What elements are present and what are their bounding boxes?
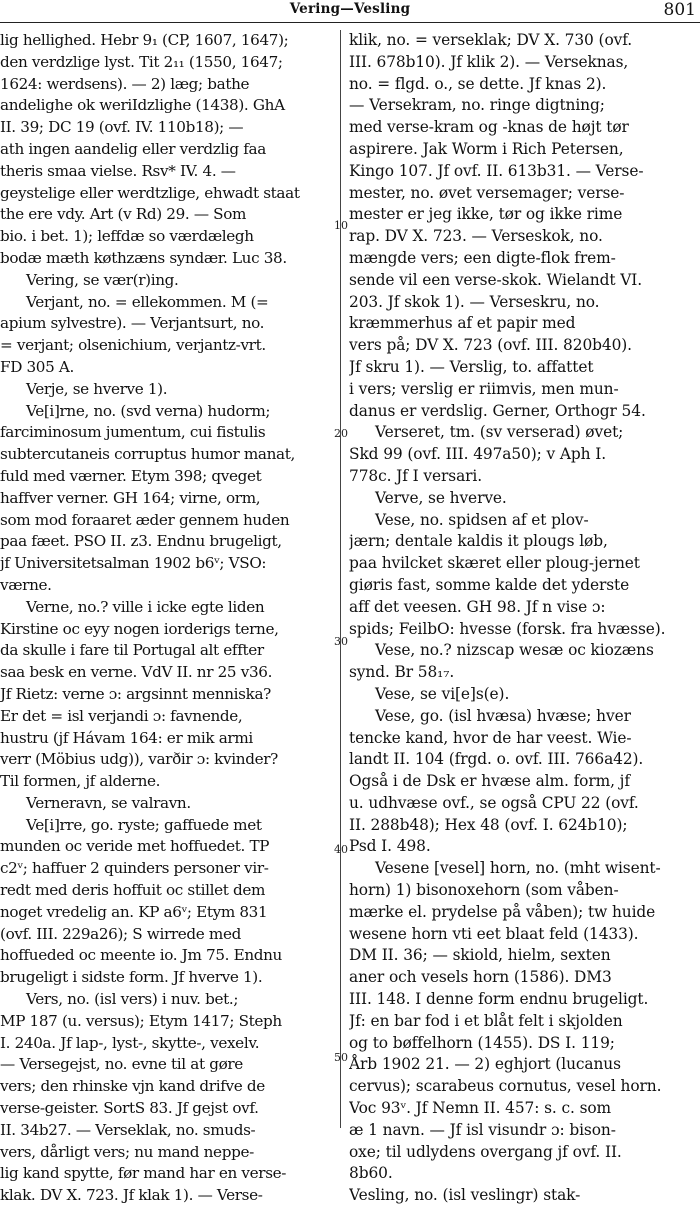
right-column-line: spids; FeilbO: hvesse (forsk. fra hvæsse).	[349, 619, 666, 638]
right-column-line: III. 148. I denne form endnu brugeligt.	[349, 990, 649, 1009]
line-number-30: 30	[334, 635, 348, 648]
left-column-line: Verje, se hverve 1).	[26, 379, 168, 398]
right-column-line: rap. DV X. 723. — Verseskok, no.	[349, 227, 603, 246]
right-column-line: mængde vers; een digte-flok frem-	[349, 248, 616, 267]
left-column-line: da skulle i fare til Portugal alt effter	[0, 641, 264, 660]
left-column-line: lig hellighed. Hebr 9₁ (CP, 1607, 1647);	[0, 31, 289, 49]
right-column-line: III. 678b10). Jf klik 2). — Verseknas,	[349, 52, 629, 71]
right-column-line: Vesene [vesel] horn, no. (mht wisent-	[375, 859, 661, 878]
right-column-line: kræmmerhus af et papir med	[349, 314, 576, 333]
left-column-line: = verjant; olsenichium, verjantz-vrt.	[0, 336, 266, 355]
left-column-line: II. 34b27. — Verseklak, no. smuds-	[0, 1120, 256, 1139]
left-column-line: bio. i bet. 1); leffdæ so værdælegh	[0, 227, 254, 246]
right-column-line: wesene horn vti eet blaat feld (1433).	[349, 924, 639, 943]
left-column-line: andelighe ok weriIdzlighe (1438). GhA	[0, 96, 285, 115]
right-column-line: 778c. Jf I versari.	[349, 466, 483, 485]
left-column-line: Verneravn, se valravn.	[26, 793, 191, 812]
right-column-line: Voc 93ᵛ. Jf Nemn II. 457: s. c. som	[349, 1099, 612, 1118]
right-column-line: sende vil een verse-skok. Wielandt VI.	[349, 270, 642, 289]
left-column-line: vers, dårligt vers; nu mand neppe-	[0, 1142, 254, 1161]
left-column-line: Vers, no. (isl vers) i nuv. bet.;	[26, 990, 239, 1009]
right-column-line: synd. Br 58₁₇.	[349, 663, 455, 682]
right-column-line: tencke kand, hvor de har veest. Wie-	[349, 728, 632, 747]
right-column-line: Psd I. 498.	[349, 837, 431, 856]
right-column-line: danus er verdslig. Gerner, Orthogr 54.	[349, 401, 646, 420]
right-column-line: Verve, se hverve.	[375, 488, 507, 507]
left-column-line: c2ᵛ; haffuer 2 quinders personer vir-	[0, 859, 269, 878]
left-column-line: noget vredelig an. KP a6ᵛ; Etym 831	[0, 902, 268, 921]
left-column-line: FD 305 A.	[0, 357, 75, 376]
left-column-line: verr (Möbius udg)), varðir ɔ: kvinder?	[0, 750, 278, 769]
left-column-line: Ve[i]rne, no. (svd verna) hudorm;	[26, 401, 271, 420]
left-column-line: II. 39; DC 19 (ovf. IV. 110b18); —	[0, 118, 244, 137]
left-column-line: brugeligt i sidste form. Jf hverve 1).	[0, 968, 263, 987]
left-column-line: Kirstine oc eyy nogen iorderigs terne,	[0, 619, 279, 638]
right-column-line: 8b60.	[349, 1164, 393, 1183]
left-column-line: saa besk en verne. VdV II. nr 25 v36.	[0, 663, 273, 682]
left-column-line: fuld med værner. Etym 398; qveget	[0, 466, 262, 485]
right-column-line: Vese, se vi[e]s(e).	[375, 684, 510, 703]
left-column-line: den verdzlige lyst. Tit 2₁₁ (1550, 1647;	[0, 52, 283, 71]
left-column-line: verse-geister. SortS 83. Jf gejst ovf.	[0, 1099, 259, 1118]
left-column-line: paa fæet. PSO II. z3. Endnu brugeligt,	[0, 532, 282, 551]
right-column-line: Vesling, no. (isl veslingr) stak-	[349, 1186, 581, 1205]
left-column-line: Verne, no.? ville i icke egte liden	[26, 597, 265, 616]
left-column-line: munden oc veride met hoffuedet. TP	[0, 837, 270, 856]
left-column-line: værne.	[0, 575, 52, 594]
right-column-line: aff det veesen. GH 98. Jf n vise ɔ:	[349, 597, 606, 616]
right-column-line: Verseret, tm. (sv verserad) øvet;	[375, 423, 624, 442]
right-column-line: aner och vesels horn (1586). DM3	[349, 968, 612, 987]
right-column-line: cervus); scarabeus cornutus, vesel horn.	[349, 1077, 662, 1096]
line-number-50: 50	[334, 1051, 348, 1064]
left-column-line: bodæ mæth køthzæns syndær. Luc 38.	[0, 248, 287, 267]
right-column-line: Også i de Dsk er hvæse alm. form, jf	[349, 772, 630, 791]
right-column-line: II. 288b48); Hex 48 (ovf. I. 624b10);	[349, 815, 628, 834]
left-column-line: lig kand spytte, før mand har en verse-	[0, 1164, 287, 1183]
left-column-line: ath ingen aandelig eller verdzlig faa	[0, 139, 266, 158]
header-rule	[0, 22, 700, 23]
right-column-line: 203. Jf skok 1). — Verseskru, no.	[349, 292, 600, 311]
left-column-line: MP 187 (u. versus); Etym 1417; Steph	[0, 1011, 282, 1030]
right-column-line: Årb 1902 21. — 2) eghjort (lucanus	[349, 1055, 621, 1074]
right-column-line: Skd 99 (ovf. III. 497a50); v Aph I.	[349, 445, 607, 464]
left-column-line: 1624: werdsens). — 2) læg; bathe	[0, 74, 250, 93]
right-column-line: Jf: en bar fod i et blåt felt i skjolden	[349, 1011, 623, 1030]
right-column-line: DM II. 36; — skiold, hielm, sexten	[349, 946, 611, 965]
left-column-line: klak. DV X. 723. Jf klak 1). — Verse-	[0, 1186, 263, 1205]
left-column-line: redt med deris hoffuit oc stillet dem	[0, 881, 266, 900]
right-column-line: horn) 1) bisonoxehorn (som våben-	[349, 881, 619, 900]
left-column-line: som mod foraaret æder gennem huden	[0, 510, 290, 529]
left-column-line: (ovf. III. 229a26); S wirrede med	[0, 924, 241, 943]
page-header	[0, 0, 700, 30]
right-column-line: i vers; verslig er riimvis, men mun-	[349, 379, 619, 398]
line-number-20: 20	[334, 427, 348, 440]
right-column-line: Kingo 107. Jf ovf. II. 613b31. — Verse-	[349, 161, 644, 180]
left-column-line: jf Universitetsalman 1902 b6ᵛ; VSO:	[0, 554, 267, 573]
left-column-line: subtercutaneis corruptus humor manat,	[0, 445, 295, 464]
right-column-line: — Versekram, no. ringe digtning;	[349, 96, 605, 115]
right-column-line: klik, no. = verseklak; DV X. 730 (ovf.	[349, 31, 633, 49]
left-column-line: vers; den rhinske vjn kand drifve de	[0, 1077, 265, 1096]
line-number-40: 40	[334, 843, 348, 856]
right-column-line: giøris fast, somme kalde det yderste	[349, 575, 630, 594]
left-column-line: theris smaa vielse. Rsv* IV. 4. —	[0, 161, 236, 180]
left-column-line: Ve[i]rre, go. ryste; gaffuede met	[26, 815, 262, 834]
left-column	[0, 30, 330, 1207]
column-divider	[340, 30, 341, 1128]
right-column-line: no. = flgd. o., se dette. Jf knas 2).	[349, 74, 607, 93]
left-column-line: Vering, se vær(r)ing.	[26, 270, 179, 289]
right-column-line: mester er jeg ikke, tør og ikke rime	[349, 205, 623, 224]
left-column-line: Er det = isl verjandi ɔ: favnende,	[0, 706, 243, 725]
left-column-line: hoffueded oc meente io. Jm 75. Endnu	[0, 946, 282, 965]
right-column-line: Vese, go. (isl hvæsa) hvæse; hver	[375, 706, 631, 725]
page-number: 801	[663, 0, 696, 20]
right-column-line: paa hvilcket skæret eller ploug-jernet	[349, 554, 640, 573]
right-column-line: aspirere. Jak Worm i Rich Petersen,	[349, 139, 624, 158]
left-column-line: apium sylvestre). — Verjantsurt, no.	[0, 314, 265, 333]
right-column-line: jærn; dentale kaldis it plougs løb,	[349, 532, 608, 551]
right-column-line: mester, no. øvet versemager; verse-	[349, 183, 625, 202]
left-column-line: — Versegejst, no. evne til at gøre	[0, 1055, 243, 1074]
right-column	[349, 30, 691, 1207]
right-column-line: landt II. 104 (frgd. o. ovf. III. 766a42).	[349, 750, 644, 769]
right-column-line: oxe; til udlydens overgang jf ovf. II.	[349, 1142, 622, 1161]
right-column-line: mærke el. prydelse på våben); tw huide	[349, 902, 656, 921]
left-column-line: hustru (jf Hávam 164: er mik armi	[0, 728, 253, 747]
right-column-line: vers på; DV X. 723 (ovf. III. 820b40).	[349, 336, 632, 355]
left-column-line: haffver verner. GH 164; virne, orm,	[0, 488, 261, 507]
running-head: Vering—Vesling	[289, 1, 411, 17]
left-column-line: geystelige eller werdtzlige, ehwadt staat	[0, 183, 300, 202]
left-column-line: farciminosum jumentum, cui fistulis	[0, 423, 266, 442]
right-column-line: u. udhvæse ovf., se også CPU 22 (ovf.	[349, 793, 639, 812]
left-column-line: Til formen, jf alderne.	[0, 772, 161, 791]
right-column-line: med verse-kram og -knas de højt tør	[349, 118, 629, 137]
left-column-line: I. 240a. Jf lap-, lyst-, skytte-, vexelv.	[0, 1033, 260, 1052]
right-column-line: og to bøffelhorn (1455). DS I. 119;	[349, 1033, 615, 1052]
left-column-line: Verjant, no. = ellekommen. M (=	[26, 292, 269, 311]
right-column-line: Jf skru 1). — Verslig, to. affattet	[349, 357, 594, 376]
left-column-line: Jf Rietz: verne ɔ: argsinnt menniska?	[0, 684, 271, 703]
right-column-line: Vese, no.? nizscap wesæ oc kiozæns	[375, 641, 654, 660]
right-column-line: æ 1 navn. — Jf isl visundr ɔ: bison-	[349, 1120, 616, 1139]
right-column-line: Vese, no. spidsen af et plov-	[375, 510, 589, 529]
left-column-line: the ere vdy. Art (v Rd) 29. — Som	[0, 205, 247, 224]
line-number-10: 10	[334, 219, 348, 232]
